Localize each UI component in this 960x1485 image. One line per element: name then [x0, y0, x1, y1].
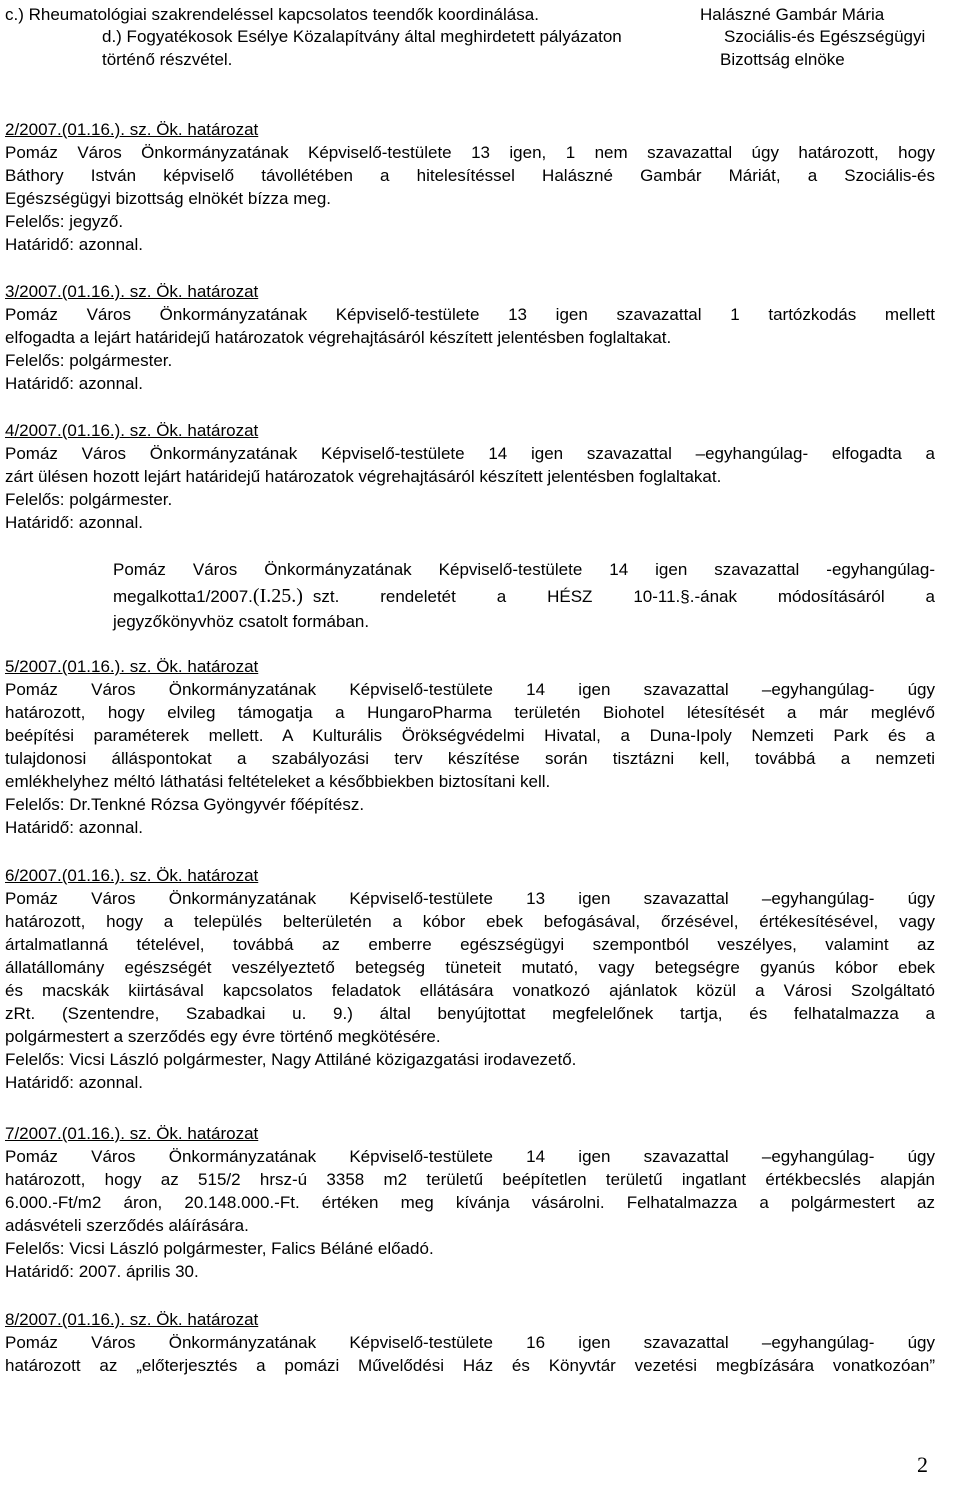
- resolution-number: 6/2007.(01.16.). sz. Ök. határozat: [5, 866, 259, 885]
- resolution-text-line: adásvételi szerződés aláírására.: [5, 1216, 249, 1235]
- resolution-text-line: Egészségügyi bizottság elnökét bízza meg.: [5, 189, 332, 208]
- resolution-text-line: határozott az „előterjesztés a pomázi Művelődési Ház és Könyvtár vezetési megbízására vonatkozóan”: [5, 1356, 935, 1375]
- resolution-text-line: 6.000.-Ft/m2 áron, 20.148.000.-Ft. értéken meg kívánja vásárolni. Felhatalmazza a polgármestert az: [5, 1193, 935, 1212]
- resolution-text-line: zRt. (Szentendre, Szabadkai u. 9.) által benyújtottat megfelelőnek tartja, és felhatalmazza a: [5, 1004, 935, 1023]
- resolution-text-line: beépítési paraméterek mellett. A Kulturális Örökségvédelmi Hivatal, a Duna-Ipoly Nemzeti Park és a: [5, 726, 935, 745]
- resolution-number: 2/2007.(01.16.). sz. Ök. határozat: [5, 120, 259, 139]
- resolution-text-line: zárt ülésen hozott lejárt határidejű határozatok végrehajtásáról készített jelentésben foglaltakat.: [5, 467, 722, 486]
- header-title1: Szociális-és Egészségügyi: [724, 27, 926, 46]
- rendelet-line: [113, 585, 935, 608]
- resolution-text-line: Pomáz Város Önkormányzatának Képviselő-testülete 16 igen szavazattal –egyhangúlag- úgy: [5, 1333, 935, 1352]
- header-c-name: Halászné Gambár Mária: [700, 5, 885, 24]
- header-title2: Bizottság elnöke: [720, 50, 845, 69]
- rendelet-line: Pomáz Város Önkormányzatának Képviselő-testülete 14 igen szavazattal -egyhangúlag-: [113, 560, 935, 579]
- resolution-number: 4/2007.(01.16.). sz. Ök. határozat: [5, 421, 259, 440]
- resolution-hatarido: Határidő: azonnal.: [5, 235, 143, 254]
- rendelet-line: jegyzőkönyvhöz csatolt formában.: [113, 612, 370, 631]
- resolution-hatarido: Határidő: 2007. április 30.: [5, 1262, 199, 1281]
- resolution-text-line: elfogadta a lejárt határidejű határozatok végrehajtásáról készített jelentésben foglaltakat.: [5, 328, 672, 347]
- page-number: 2: [917, 1452, 928, 1477]
- resolution-text-line: határozott, hogy elvileg támogatja a HungaroPharma területén Biohotel létesítését a már meglévő: [5, 703, 935, 722]
- rendelet-date: (I.25.): [252, 585, 303, 607]
- header-d-line2: történő részvétel.: [102, 50, 233, 69]
- resolution-text-line: Pomáz Város Önkormányzatának Képviselő-testülete 14 igen szavazattal –egyhangúlag- elfogadta a: [5, 444, 935, 463]
- resolution-number: 5/2007.(01.16.). sz. Ök. határozat: [5, 657, 259, 676]
- resolution-felelos: Felelős: jegyző.: [5, 212, 124, 231]
- resolution-hatarido: Határidő: azonnal.: [5, 374, 143, 393]
- resolution-text-line: Pomáz Város Önkormányzatának Képviselő-testülete 14 igen szavazattal –egyhangúlag- úgy: [5, 680, 935, 699]
- resolution-text-line: Pomáz Város Önkormányzatának Képviselő-testülete 13 igen szavazattal –egyhangúlag- úgy: [5, 889, 935, 908]
- rendelet-number: 1/2007.: [196, 587, 253, 606]
- resolution-hatarido: Határidő: azonnal.: [5, 1073, 143, 1092]
- resolution-text-line: ártalmatlanná tételével, továbbá az emberre egészségügyi szempontból veszélyes, valamint az: [5, 935, 935, 954]
- resolution-text-line: és macskák kiirtásával kapcsolatos feladatok ellátására vonatkozó ajánlatok közül a Városi Szolgáltató: [5, 981, 935, 1000]
- resolution-text-line: Pomáz Város Önkormányzatának Képviselő-testülete 13 igen szavazattal 1 tartózkodás mellett: [5, 305, 935, 324]
- resolution-felelos: Felelős: Vicsi László polgármester, Falics Béláné előadó.: [5, 1239, 434, 1258]
- resolution-felelos: Felelős: Dr.Tenkné Rózsa Gyöngyvér főépítész.: [5, 795, 365, 814]
- resolution-number: 7/2007.(01.16.). sz. Ök. határozat: [5, 1124, 259, 1143]
- resolution-text-line: határozott, hogy a település belterületén a kóbor ebek befogásával, őrzésével, értékesítésével, vagy: [5, 912, 935, 931]
- resolution-text-line: emlékhelyhez méltó láthatási feltételeket a későbbiekben biztosítani kell.: [5, 772, 551, 791]
- resolution-text-line: határozott, hogy az 515/2 hrsz-ú 3358 m2 területű beépítetlen területű ingatlant értékbecslés alapján: [5, 1170, 935, 1189]
- resolution-text-line: Báthory István képviselő távollétében a hitelesítéssel Halászné Gambár Máriát, a Szociális-és: [5, 166, 935, 185]
- resolution-number: 8/2007.(01.16.). sz. Ök. határozat: [5, 1310, 259, 1329]
- rendelet-ref: [196, 585, 303, 608]
- rendelet-verb: megalkotta: [113, 587, 197, 606]
- resolution-number: 3/2007.(01.16.). sz. Ök. határozat: [5, 282, 259, 301]
- resolution-felelos: Felelős: polgármester.: [5, 351, 173, 370]
- resolution-felelos: Felelős: polgármester.: [5, 490, 173, 509]
- header-c-line: c.) Rheumatológiai szakrendeléssel kapcsolatos teendők koordinálása.: [5, 5, 539, 24]
- resolution-text-line: Pomáz Város Önkormányzatának Képviselő-testülete 14 igen szavazattal –egyhangúlag- úgy: [5, 1147, 935, 1166]
- resolution-felelos: Felelős: Vicsi László polgármester, Nagy Attiláné közigazgatási irodavezető.: [5, 1050, 577, 1069]
- header-d-line1: d.) Fogyatékosok Esélye Közalapítvány által meghirdetett pályázaton: [102, 27, 622, 46]
- resolution-hatarido: Határidő: azonnal.: [5, 513, 143, 532]
- rendelet-rest: szt. rendeletét a HÉSZ 10-11.§.-ának módosításáról a: [312, 587, 935, 606]
- resolution-text-line: állatállomány egészségét veszélyeztető betegség tüneteit mutató, vagy betegségre gyanús kóbor ebek: [5, 958, 935, 977]
- resolution-hatarido: Határidő: azonnal.: [5, 818, 143, 837]
- resolution-text-line: Pomáz Város Önkormányzatának Képviselő-testülete 13 igen, 1 nem szavazattal úgy határozott, hogy: [5, 143, 935, 162]
- resolution-text-line: polgármestert a szerződés egy évre történő megkötésére.: [5, 1027, 441, 1046]
- resolution-text-line: tulajdonosi álláspontokat a szabályozási terv készítése során tisztázni kell, továbbá a nemzeti: [5, 749, 935, 768]
